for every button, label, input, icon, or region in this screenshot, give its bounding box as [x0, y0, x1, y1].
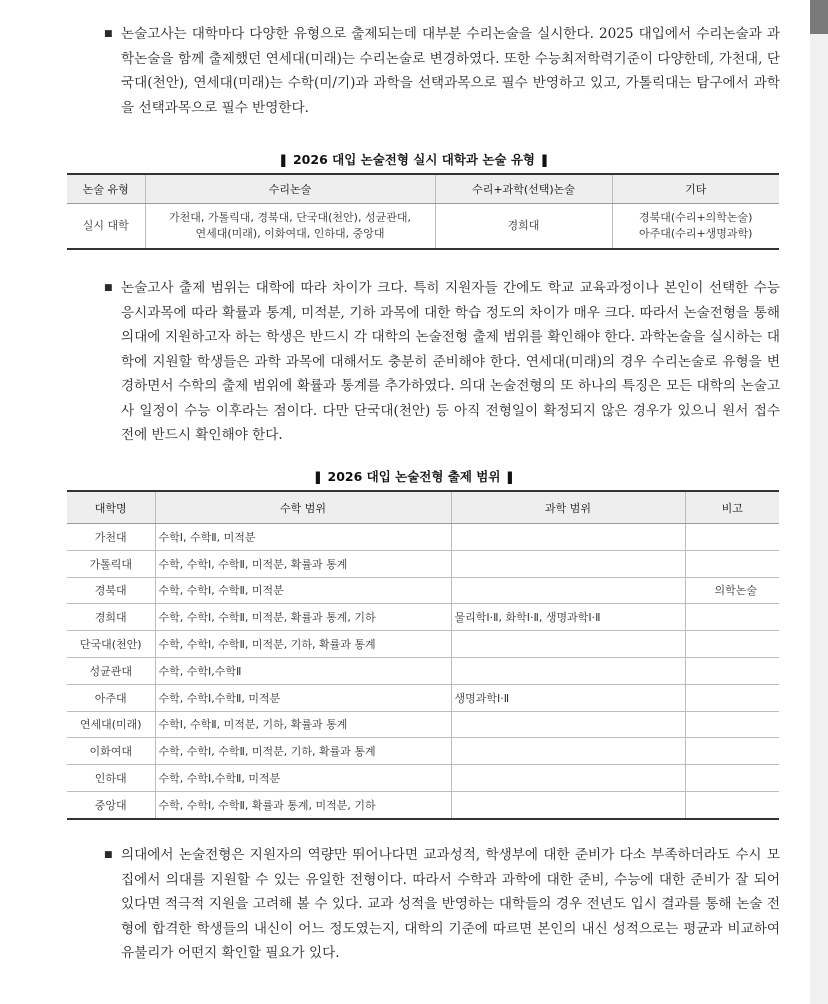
paragraph-text: 논술고사 출제 범위는 대학에 따라 차이가 크다. 특히 지원자들 간에도 학교 교육과정이나 본인이 선택한 수능 응시과목에 따라 확률과 통계, 미적분, 기하 과목에 대한 학습 정도의 차이가 매우 크다. 따라서 논술전형을 통해 의대에 지원하고자 하는 학생은 반드시 각 대학의 논술전형 출제 범위를 확인해야 한다. 과학논술을 실시하는 대학에 지원할 학생들은 과학 과목에 대해서도 충분히 준비해야 한다. 연세대(미래)의 경우 수리논술로 유형을 변경하면서 수학의 출제 범위에 확률과 통계를 추가하였다. 의대 논술전형의 또 하나의 특징은 모든 대학의 논술고사 일정이 수능 이후라는 점이다. 다만 단국대(천안) 등 아직 전형일이 확정되지 않은 경우가 있으니 원서 접수 전에 반드시 확인해야 한다. — [121, 280, 780, 443]
cell-line: 경북대(수리+의학논술) — [639, 211, 753, 224]
col-header: 대학명 — [67, 491, 155, 524]
essay-type-table — [67, 173, 779, 250]
university-cell: 중앙대 — [67, 791, 155, 818]
table1-caption: ❚ 2026 대입 논술전형 실시 대학과 논술 유형 ❚ — [278, 152, 550, 167]
scrollbar-thumb[interactable] — [810, 0, 828, 34]
science-scope-cell — [451, 711, 685, 738]
note-cell — [685, 631, 779, 658]
math-scope-cell: 수학, 수학Ⅰ, 수학Ⅱ, 미적분, 확률과 통계, 기하 — [155, 604, 451, 631]
math-scope-cell: 수학, 수학Ⅰ, 수학Ⅱ, 미적분, 기하, 확률과 통계 — [155, 631, 451, 658]
exam-scope-table — [67, 490, 779, 820]
table-row — [67, 657, 779, 684]
col-header: 기타 — [612, 174, 779, 204]
note-cell — [685, 791, 779, 818]
note-cell — [685, 711, 779, 738]
university-cell: 인하대 — [67, 765, 155, 792]
science-scope-cell — [451, 577, 685, 604]
university-cell: 아주대 — [67, 684, 155, 711]
col-header: 수리논술 — [145, 174, 435, 204]
note-cell — [685, 765, 779, 792]
science-scope-cell: 물리학Ⅰ·Ⅱ, 화학Ⅰ·Ⅱ, 생명과학Ⅰ·Ⅱ — [451, 604, 685, 631]
math-essay-cell — [145, 204, 435, 250]
cell-line: 가천대, 가톨릭대, 경북대, 단국대(천안), 성균관대, — [169, 211, 411, 224]
row-label: 실시 대학 — [67, 204, 145, 250]
table-row — [67, 604, 779, 631]
note-cell — [685, 684, 779, 711]
university-cell: 가톨릭대 — [67, 550, 155, 577]
table2-caption: ❚ 2026 대입 논술전형 출제 범위 ❚ — [312, 469, 516, 484]
note-cell: 의학논술 — [685, 577, 779, 604]
math-scope-cell: 수학, 수학Ⅰ,수학Ⅱ, 미적분 — [155, 765, 451, 792]
col-header: 비고 — [685, 491, 779, 524]
math-science-cell: 경희대 — [435, 204, 612, 250]
math-scope-cell: 수학, 수학Ⅰ, 수학Ⅱ, 미적분, 기하, 확률과 통계 — [155, 738, 451, 765]
bullet-icon: ■ — [104, 29, 113, 39]
table-row — [67, 738, 779, 765]
university-cell: 가천대 — [67, 524, 155, 551]
col-header: 논술 유형 — [67, 174, 145, 204]
paragraph-text: 논술고사는 대학마다 다양한 유형으로 출제되는데 대부분 수리논술을 실시한다. 2025 대입에서 수리논술과 과학논술을 함께 출제했던 연세대(미래)는 수리논술로 변경하였다. 또한 수능최저학력기준이 다양한데, 가천대, 단국대(천안), 연세대(미래)는 수학(미/기)과 과학을 선택과목으로 필수 반영하고 있고, 가톨릭대는 탐구에서 과학을 선택과목으로 필수 반영한다. — [121, 26, 780, 116]
col-header: 과학 범위 — [451, 491, 685, 524]
university-cell: 단국대(천안) — [67, 631, 155, 658]
table-row — [67, 524, 779, 551]
university-cell: 경북대 — [67, 577, 155, 604]
science-scope-cell — [451, 550, 685, 577]
math-scope-cell: 수학, 수학Ⅰ, 수학Ⅱ, 확률과 통계, 미적분, 기하 — [155, 791, 451, 818]
cell-line: 아주대(수리+생명과학) — [639, 227, 753, 240]
paragraph-text: 의대에서 논술전형은 지원자의 역량만 뛰어나다면 교과성적, 학생부에 대한 준비가 다소 부족하더라도 수시 모집에서 의대를 지원할 수 있는 유일한 전형이다. 따라서 수학과 과학에 대한 준비, 수능에 대한 준비가 잘 되어 있다면 적극적 지원을 고려해 볼 수 있다. 교과 성적을 반영하는 대학들의 경우 전년도 입시 결과를 통해 논술 전형에 합격한 학생들의 내신이 어느 정도였는지, 대학의 기준에 따르면 본인의 내신 성적으로는 평균과 비교하여 유불리가 어떤지 확인할 필요가 있다. — [121, 847, 780, 961]
table-row — [67, 791, 779, 818]
col-header: 수학 범위 — [155, 491, 451, 524]
university-cell: 성균관대 — [67, 657, 155, 684]
table-row — [67, 711, 779, 738]
note-cell — [685, 738, 779, 765]
science-scope-cell — [451, 791, 685, 818]
paragraph-3 — [104, 843, 780, 966]
university-cell: 경희대 — [67, 604, 155, 631]
paragraph-1 — [104, 22, 780, 120]
math-scope-cell: 수학Ⅰ, 수학Ⅱ, 미적분 — [155, 524, 451, 551]
science-scope-cell — [451, 524, 685, 551]
bullet-icon: ■ — [104, 283, 113, 293]
cell-line: 연세대(미래), 이화여대, 인하대, 중앙대 — [195, 227, 385, 240]
table-row — [67, 577, 779, 604]
math-scope-cell: 수학Ⅰ, 수학Ⅱ, 미적분, 기하, 확률과 통계 — [155, 711, 451, 738]
table-header-row — [67, 174, 779, 204]
math-scope-cell: 수학, 수학Ⅰ,수학Ⅱ — [155, 657, 451, 684]
table-row — [67, 765, 779, 792]
science-scope-cell: 생명과학Ⅰ·Ⅱ — [451, 684, 685, 711]
col-header: 수리+과학(선택)논술 — [435, 174, 612, 204]
note-cell — [685, 524, 779, 551]
paragraph-2 — [104, 276, 780, 448]
table-row — [67, 631, 779, 658]
note-cell — [685, 604, 779, 631]
science-scope-cell — [451, 657, 685, 684]
university-cell: 이화여대 — [67, 738, 155, 765]
science-scope-cell — [451, 631, 685, 658]
science-scope-cell — [451, 738, 685, 765]
table-row — [67, 204, 779, 250]
other-cell — [612, 204, 779, 250]
table-row — [67, 684, 779, 711]
bullet-icon: ■ — [104, 850, 113, 860]
table-row — [67, 550, 779, 577]
table-header-row — [67, 491, 779, 524]
math-scope-cell: 수학, 수학Ⅰ, 수학Ⅱ, 미적분 — [155, 577, 451, 604]
math-scope-cell: 수학, 수학Ⅰ, 수학Ⅱ, 미적분, 확률과 통계 — [155, 550, 451, 577]
science-scope-cell — [451, 765, 685, 792]
note-cell — [685, 657, 779, 684]
math-scope-cell: 수학, 수학Ⅰ,수학Ⅱ, 미적분 — [155, 684, 451, 711]
note-cell — [685, 550, 779, 577]
university-cell: 연세대(미래) — [67, 711, 155, 738]
